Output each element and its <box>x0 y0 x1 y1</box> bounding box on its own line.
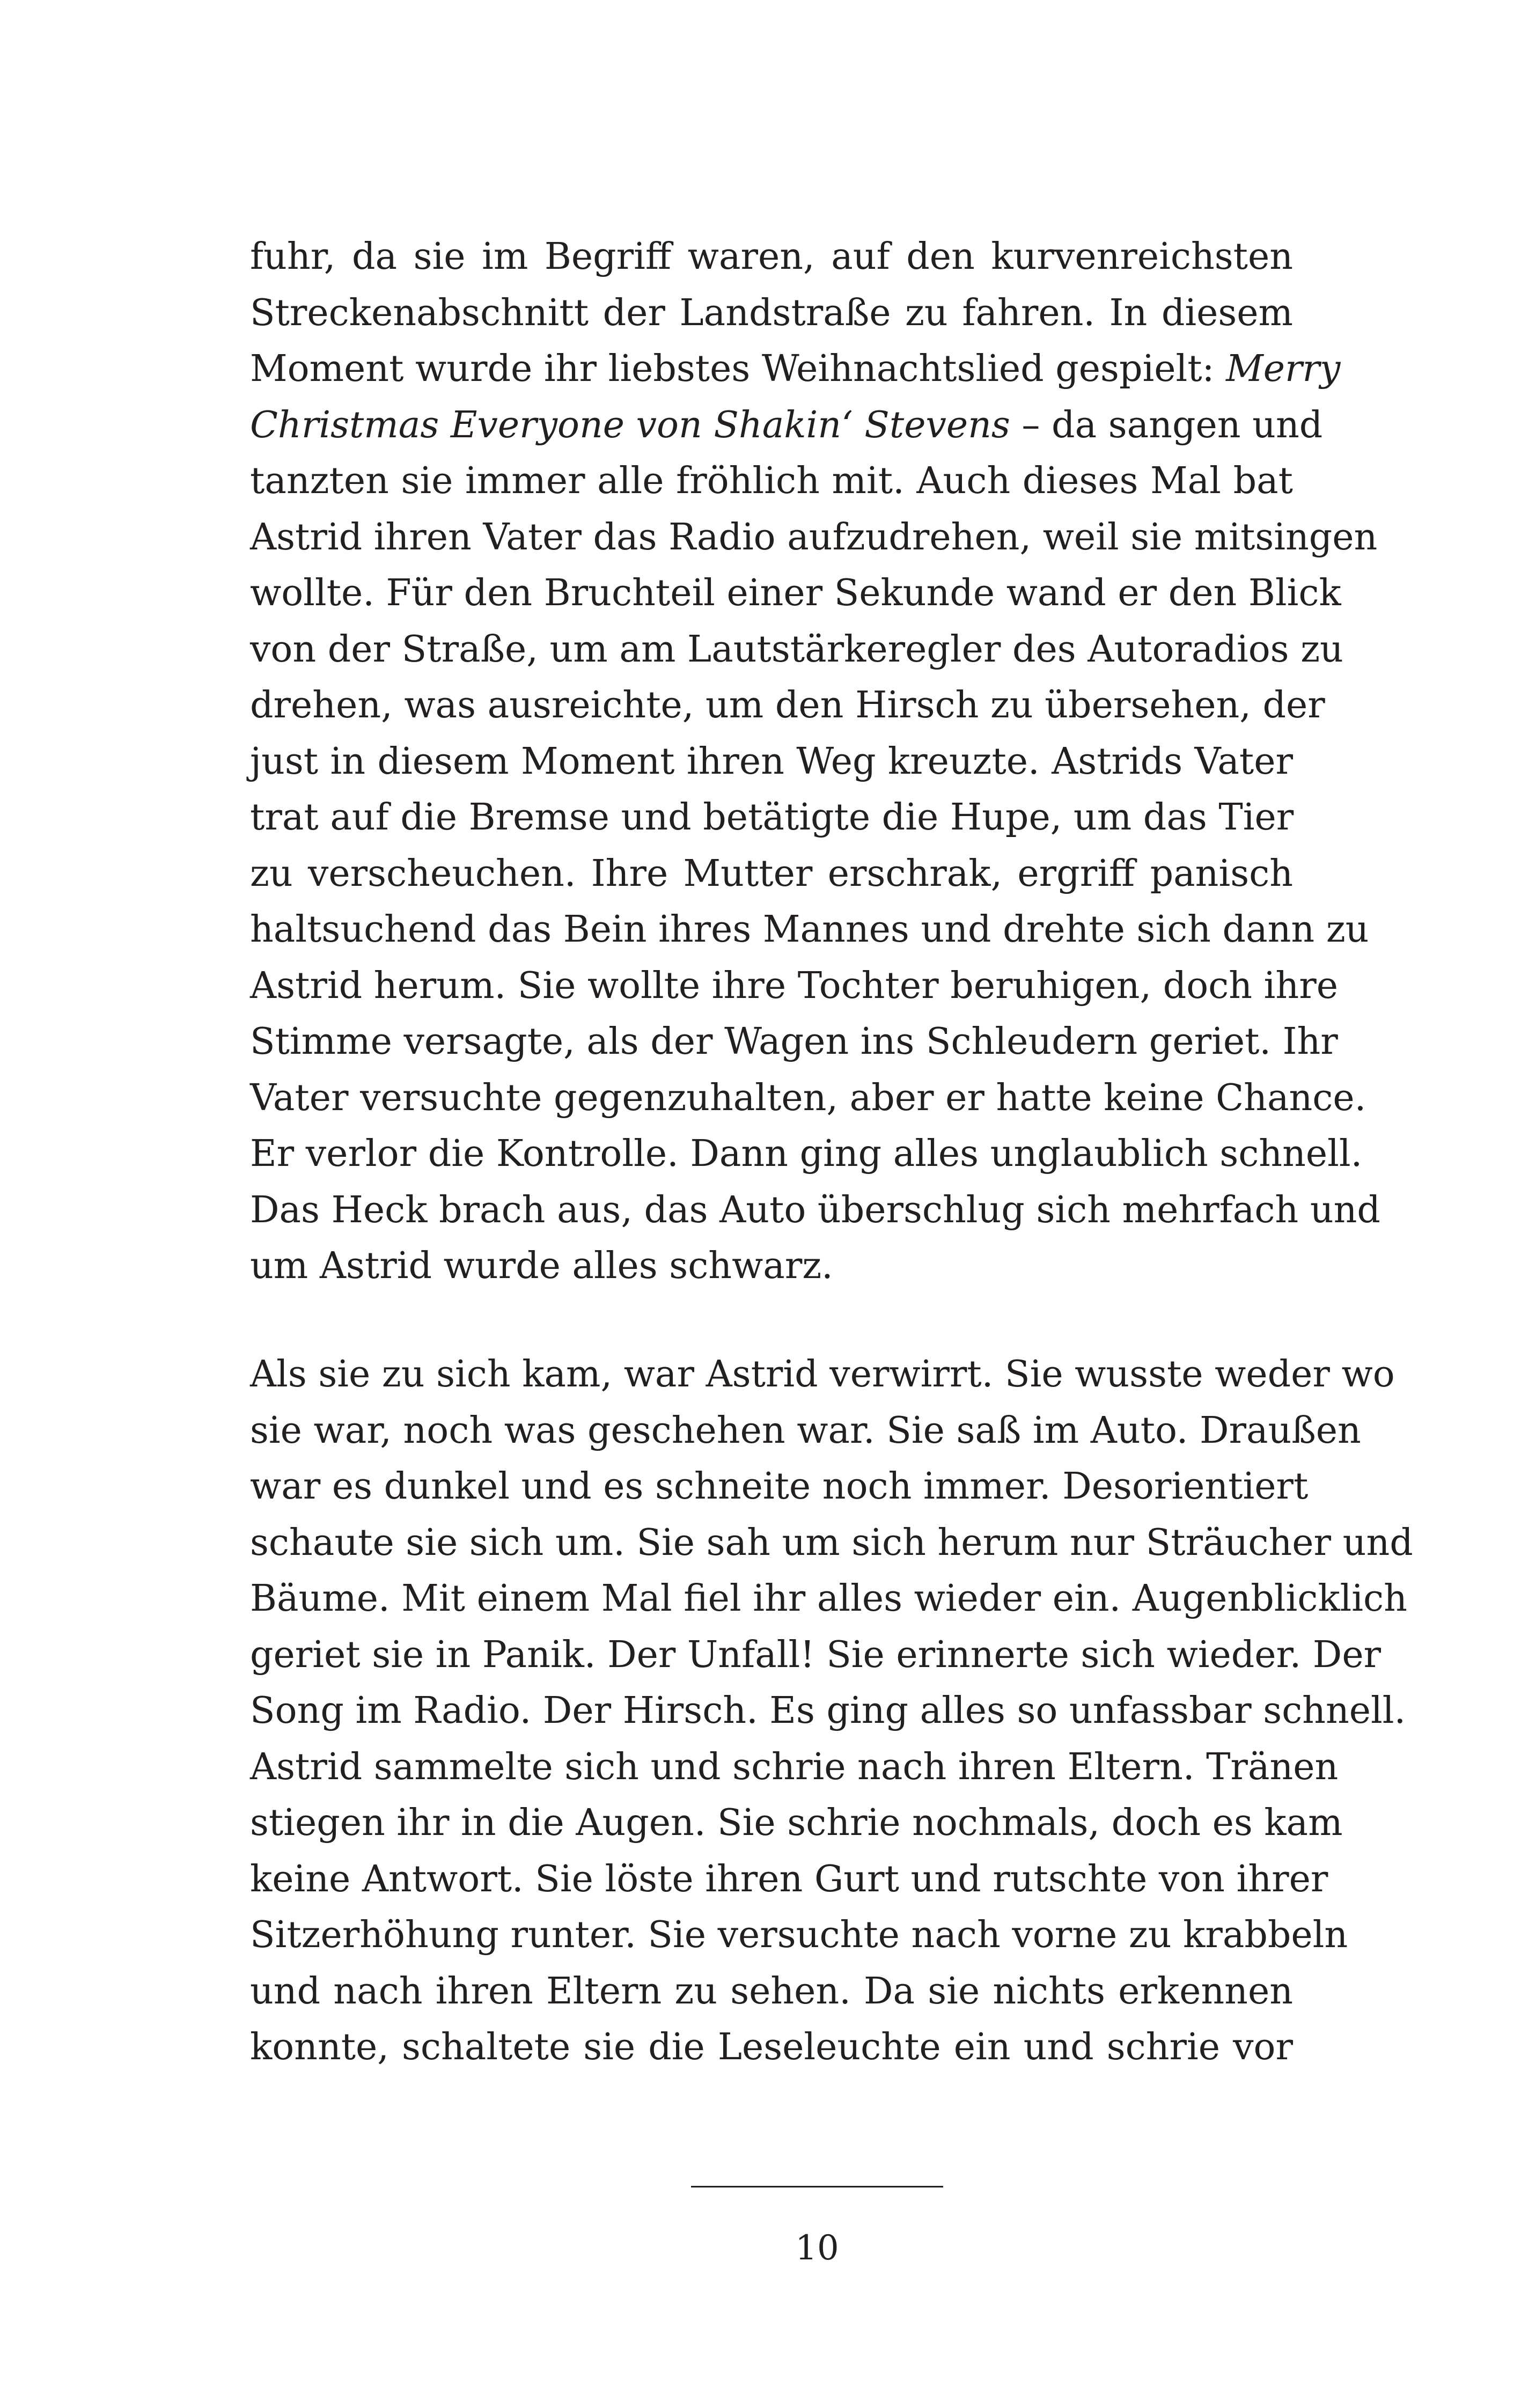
text-line: haltsuchend das Bein ihres Mannes und drehte sich dann zu <box>250 908 1369 951</box>
text-line: Stimme versagte, als der Wagen ins Schleudern geriet. Ihr <box>250 1021 1338 1063</box>
text-line: zu verscheuchen. Ihre Mutter erschrak, ergriff panisch <box>250 852 1293 895</box>
italic-song-title-part: Merry <box>1226 348 1341 390</box>
text-line: tanzten sie immer alle fröhlich mit. Auch dieses Mal bat <box>250 460 1293 502</box>
italic-song-title-part: Christmas Everyone von Shakin‘ Stevens <box>250 403 1010 446</box>
text-line: Als sie zu sich kam, war Astrid verwirrt. Sie wusste weder wo <box>250 1353 1395 1396</box>
text-line: keine Antwort. Sie löste ihren Gurt und rutschte von ihrer <box>250 1858 1328 1900</box>
text-line: Astrid sammelte sich und schrie nach ihren Eltern. Tränen <box>250 1745 1339 1788</box>
text-line: just in diesem Moment ihren Weg kreuzte. Astrids Vater <box>250 740 1293 783</box>
text-line: Vater versuchte gegenzuhalten, aber er hatte keine Chance. <box>250 1076 1366 1119</box>
text-line: sie war, noch was geschehen war. Sie saß im Auto. Draußen <box>250 1409 1361 1452</box>
text-line: trat auf die Bremse und betätigte die Hupe, um das Tier <box>250 796 1294 839</box>
text-line: Er verlor die Kontrolle. Dann ging alles unglaublich schnell. <box>250 1133 1363 1175</box>
text-line-roman-part: Moment wurde ihr liebstes Weihnachtslied gespielt: <box>250 348 1226 390</box>
text-line: schaute sie sich um. Sie sah um sich herum nur Sträucher und <box>250 1521 1413 1564</box>
text-line: Das Heck brach aus, das Auto überschlug sich mehrfach und <box>250 1188 1380 1231</box>
text-line-roman-part: – da sangen und <box>1010 403 1323 446</box>
text-line: war es dunkel und es schneite noch immer. Desorientiert <box>250 1465 1309 1508</box>
text-line: Song im Radio. Der Hirsch. Es ging alles so unfassbar schnell. <box>250 1690 1406 1732</box>
text-line: Astrid herum. Sie wollte ihre Tochter beruhigen, doch ihre <box>250 964 1338 1007</box>
paragraph-1 <box>250 229 1380 1295</box>
text-line: drehen, was ausreichte, um den Hirsch zu übersehen, der <box>250 684 1325 726</box>
text-line: Bäume. Mit einem Mal fiel ihr alles wieder ein. Augenblicklich <box>250 1577 1407 1620</box>
text-line <box>250 341 1341 398</box>
text-line: und nach ihren Eltern zu sehen. Da sie nichts erkennen <box>250 1970 1293 2013</box>
text-line: Sitzerhöhung runter. Sie versuchte nach vorne zu krabbeln <box>250 1914 1348 1956</box>
paragraph-2 <box>250 1347 1413 2076</box>
text-line: von der Straße, um am Lautstärkeregler des Autoradios zu <box>250 628 1343 671</box>
footer-divider <box>691 2186 943 2187</box>
text-line: stiegen ihr in die Augen. Sie schrie nochmals, doch es kam <box>250 1802 1343 1844</box>
text-line: konnte, schaltete sie die Leseleuchte ein und schrie vor <box>250 2026 1293 2068</box>
text-line <box>250 398 1323 454</box>
text-line: fuhr, da sie im Begriff waren, auf den kurvenreichsten <box>250 236 1293 278</box>
text-line: wollte. Für den Bruchteil einer Sekunde wand er den Blick <box>250 572 1341 614</box>
page-number: 10 <box>795 2228 839 2268</box>
text-line: geriet sie in Panik. Der Unfall! Sie erinnerte sich wieder. Der <box>250 1633 1382 1676</box>
text-line: um Astrid wurde alles schwarz. <box>250 1245 833 1287</box>
text-line: Streckenabschnitt der Landstraße zu fahren. In diesem <box>250 291 1293 334</box>
text-line: Astrid ihren Vater das Radio aufzudrehen, weil sie mitsingen <box>250 516 1378 559</box>
